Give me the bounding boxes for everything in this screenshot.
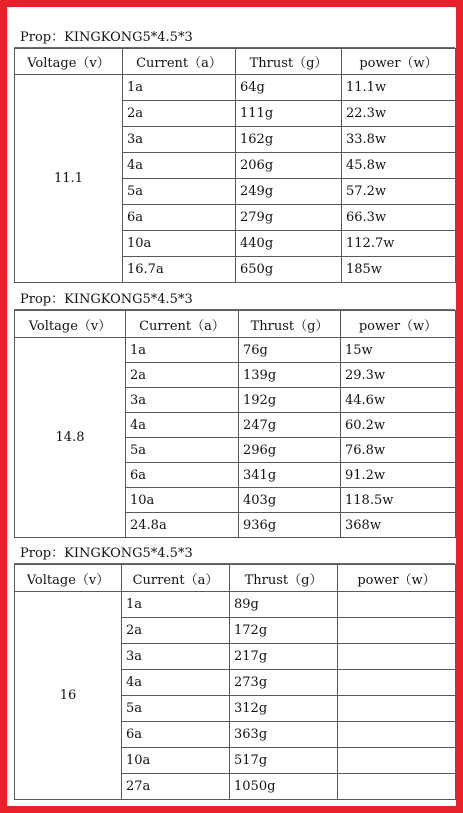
thrust-table-block-1 — [14, 29, 455, 283]
table-row — [15, 75, 456, 101]
power-cell — [338, 774, 456, 800]
thrust-table-block-2 — [14, 291, 455, 538]
power-cell: 60.2w — [341, 413, 456, 438]
header-power: power（w） — [342, 49, 456, 75]
current-cell: 1a — [123, 75, 236, 101]
power-cell: 29.3w — [341, 363, 456, 388]
voltage-cell: 16 — [15, 592, 122, 800]
prop-title: Prop：KINGKONG5*4.5*3 — [14, 545, 455, 564]
thrust-cell: 249g — [236, 179, 342, 205]
thrust-cell: 279g — [236, 205, 342, 231]
header-voltage: Voltage（v） — [15, 565, 122, 592]
power-cell: 15w — [341, 338, 456, 363]
thrust-cell: 273g — [230, 670, 338, 696]
power-cell: 118.5w — [341, 488, 456, 513]
power-cell: 45.8w — [342, 153, 456, 179]
power-cell — [338, 748, 456, 774]
current-cell: 2a — [123, 101, 236, 127]
thrust-cell: 192g — [239, 388, 341, 413]
thrust-cell: 403g — [239, 488, 341, 513]
header-current: Current（a） — [126, 311, 239, 338]
current-cell: 6a — [122, 722, 230, 748]
voltage-cell: 14.8 — [15, 338, 126, 538]
power-cell: 66.3w — [342, 205, 456, 231]
thrust-table — [14, 564, 456, 800]
thrust-cell: 172g — [230, 618, 338, 644]
thrust-cell: 111g — [236, 101, 342, 127]
current-cell: 3a — [122, 644, 230, 670]
current-cell: 5a — [123, 179, 236, 205]
thrust-cell: 517g — [230, 748, 338, 774]
thrust-table-block-3 — [14, 545, 455, 800]
current-cell: 4a — [122, 670, 230, 696]
header-row — [15, 49, 456, 75]
thrust-table — [14, 310, 456, 538]
header-row — [15, 311, 456, 338]
thrust-cell: 76g — [239, 338, 341, 363]
thrust-cell: 296g — [239, 438, 341, 463]
current-cell: 3a — [123, 127, 236, 153]
thrust-cell: 64g — [236, 75, 342, 101]
current-cell: 10a — [123, 231, 236, 257]
header-power: power（w） — [341, 311, 456, 338]
power-cell — [338, 670, 456, 696]
voltage-cell: 11.1 — [15, 75, 123, 283]
table-row — [15, 592, 456, 618]
header-voltage: Voltage（v） — [15, 49, 123, 75]
power-cell — [338, 696, 456, 722]
thrust-cell: 89g — [230, 592, 338, 618]
power-cell — [338, 722, 456, 748]
header-row — [15, 565, 456, 592]
thrust-cell: 247g — [239, 413, 341, 438]
header-thrust: Thrust（g） — [236, 49, 342, 75]
header-voltage: Voltage（v） — [15, 311, 126, 338]
prop-title: Prop：KINGKONG5*4.5*3 — [14, 29, 455, 48]
header-thrust: Thrust（g） — [230, 565, 338, 592]
header-power: power（w） — [338, 565, 456, 592]
current-cell: 10a — [122, 748, 230, 774]
header-thrust: Thrust（g） — [239, 311, 341, 338]
thrust-cell: 1050g — [230, 774, 338, 800]
power-cell — [338, 592, 456, 618]
current-cell: 1a — [122, 592, 230, 618]
thrust-cell: 363g — [230, 722, 338, 748]
power-cell: 11.1w — [342, 75, 456, 101]
current-cell: 3a — [126, 388, 239, 413]
current-cell: 5a — [126, 438, 239, 463]
current-cell: 2a — [122, 618, 230, 644]
current-cell: 16.7a — [123, 257, 236, 283]
thrust-cell: 936g — [239, 513, 341, 538]
power-cell: 185w — [342, 257, 456, 283]
thrust-cell: 312g — [230, 696, 338, 722]
current-cell: 6a — [123, 205, 236, 231]
power-cell: 57.2w — [342, 179, 456, 205]
table-row — [15, 338, 456, 363]
prop-title: Prop：KINGKONG5*4.5*3 — [14, 291, 455, 310]
power-cell: 76.8w — [341, 438, 456, 463]
power-cell — [338, 618, 456, 644]
thrust-cell: 217g — [230, 644, 338, 670]
power-cell — [338, 644, 456, 670]
power-cell: 368w — [341, 513, 456, 538]
current-cell: 5a — [122, 696, 230, 722]
current-cell: 24.8a — [126, 513, 239, 538]
thrust-cell: 440g — [236, 231, 342, 257]
thrust-cell: 341g — [239, 463, 341, 488]
current-cell: 4a — [123, 153, 236, 179]
current-cell: 10a — [126, 488, 239, 513]
current-cell: 6a — [126, 463, 239, 488]
current-cell: 4a — [126, 413, 239, 438]
header-current: Current（a） — [122, 565, 230, 592]
power-cell: 22.3w — [342, 101, 456, 127]
power-cell: 44.6w — [341, 388, 456, 413]
thrust-cell: 162g — [236, 127, 342, 153]
current-cell: 1a — [126, 338, 239, 363]
power-cell: 91.2w — [341, 463, 456, 488]
power-cell: 33.8w — [342, 127, 456, 153]
thrust-cell: 650g — [236, 257, 342, 283]
power-cell: 112.7w — [342, 231, 456, 257]
thrust-cell: 206g — [236, 153, 342, 179]
current-cell: 2a — [126, 363, 239, 388]
thrust-cell: 139g — [239, 363, 341, 388]
thrust-table — [14, 48, 456, 283]
current-cell: 27a — [122, 774, 230, 800]
header-current: Current（a） — [123, 49, 236, 75]
